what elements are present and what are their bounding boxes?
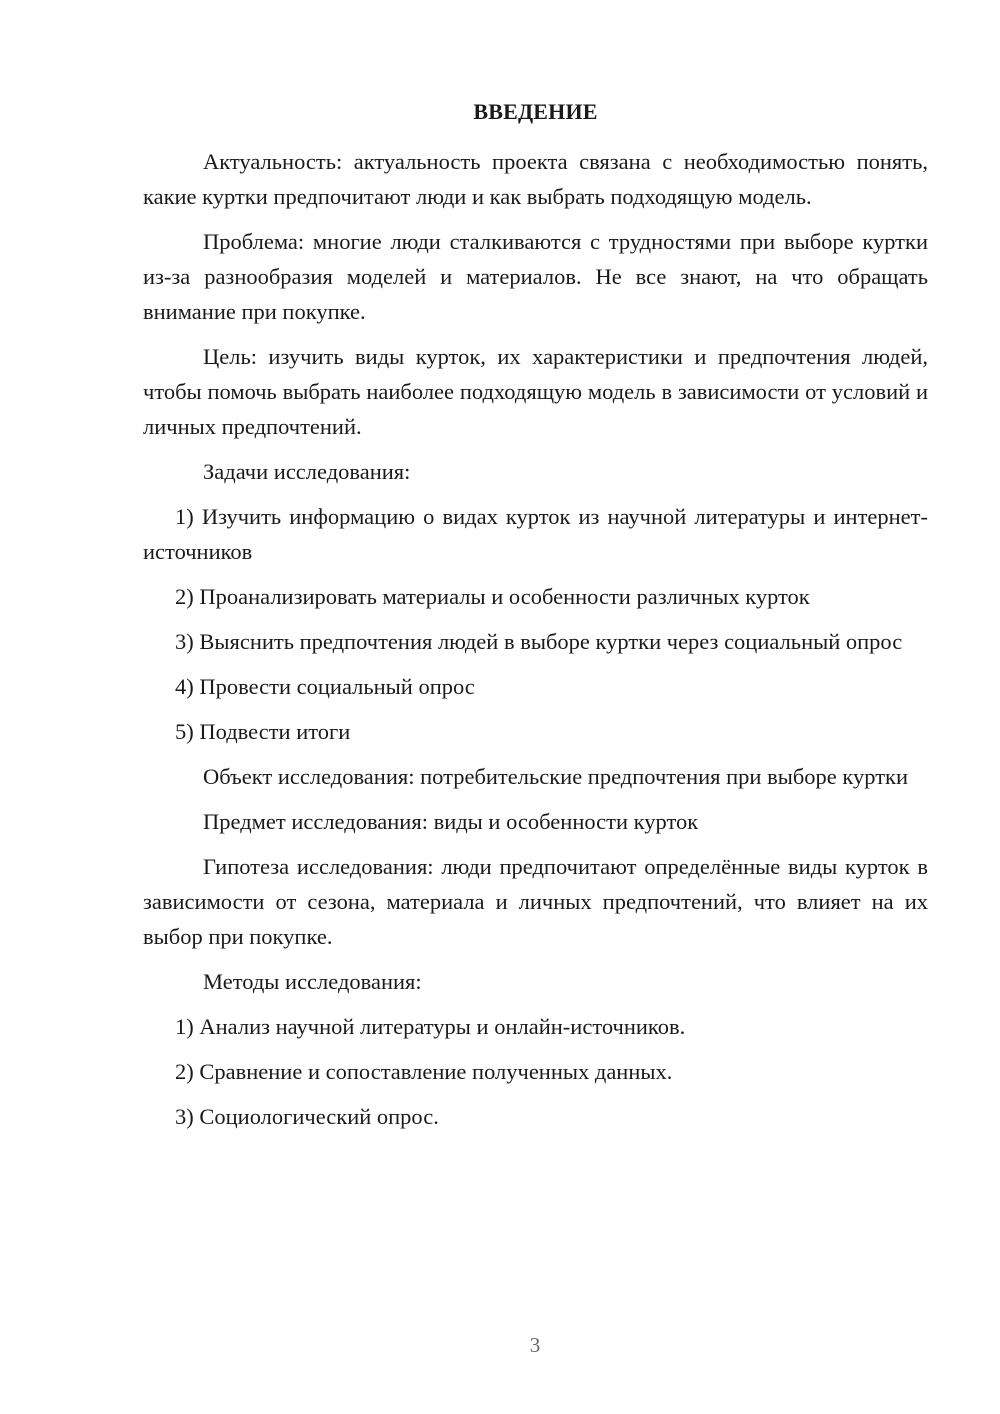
problem-paragraph: Проблема: многие люди сталкиваются с трудностями при выборе куртки из-за разнообразия моделей и материалов. Не все знают, на что обращать внимание при покупке. (143, 229, 928, 324)
task-item-2: 2) Проанализировать материалы и особенности различных курток (175, 584, 810, 609)
task-item-3: 3) Выяснить предпочтения людей в выборе куртки через социальный опрос (175, 629, 903, 654)
hypothesis-paragraph: Гипотеза исследования: люди предпочитают определённые виды курток в зависимости от сезона, материала и личных предпочтений, что влияет на их выбор при покупке. (143, 854, 928, 949)
method-item-2: 2) Сравнение и сопоставление полученных данных. (175, 1059, 673, 1084)
object-paragraph: Объект исследования: потребительские предпочтения при выборе куртки (203, 764, 909, 789)
page-content (143, 96, 928, 1144)
subject-paragraph: Предмет исследования: виды и особенности курток (203, 809, 699, 834)
method-item-1: 1) Анализ научной литературы и онлайн-источников. (175, 1014, 686, 1039)
relevance-paragraph: Актуальность: актуальность проекта связана с необходимостью понять, какие куртки предпочитают люди и как выбрать подходящую модель. (143, 149, 928, 209)
task-item-4: 4) Провести социальный опрос (175, 674, 475, 699)
task-item-5: 5) Подвести итоги (175, 719, 351, 744)
page-title: ВВЕДЕНИЕ (473, 99, 598, 124)
tasks-title: Задачи исследования: (203, 459, 411, 484)
goal-paragraph: Цель: изучить виды курток, их характеристики и предпочтения людей, чтобы помочь выбрать наиболее подходящую модель в зависимости от условий и личных предпочтений. (143, 344, 928, 439)
method-item-3: 3) Социологический опрос. (175, 1104, 439, 1129)
methods-title: Методы исследования: (203, 969, 422, 994)
page-number: 3 (529, 1333, 541, 1357)
task-item-1: 1) Изучить информацию о видах курток из научной литературы и интернет-источников (143, 504, 928, 564)
